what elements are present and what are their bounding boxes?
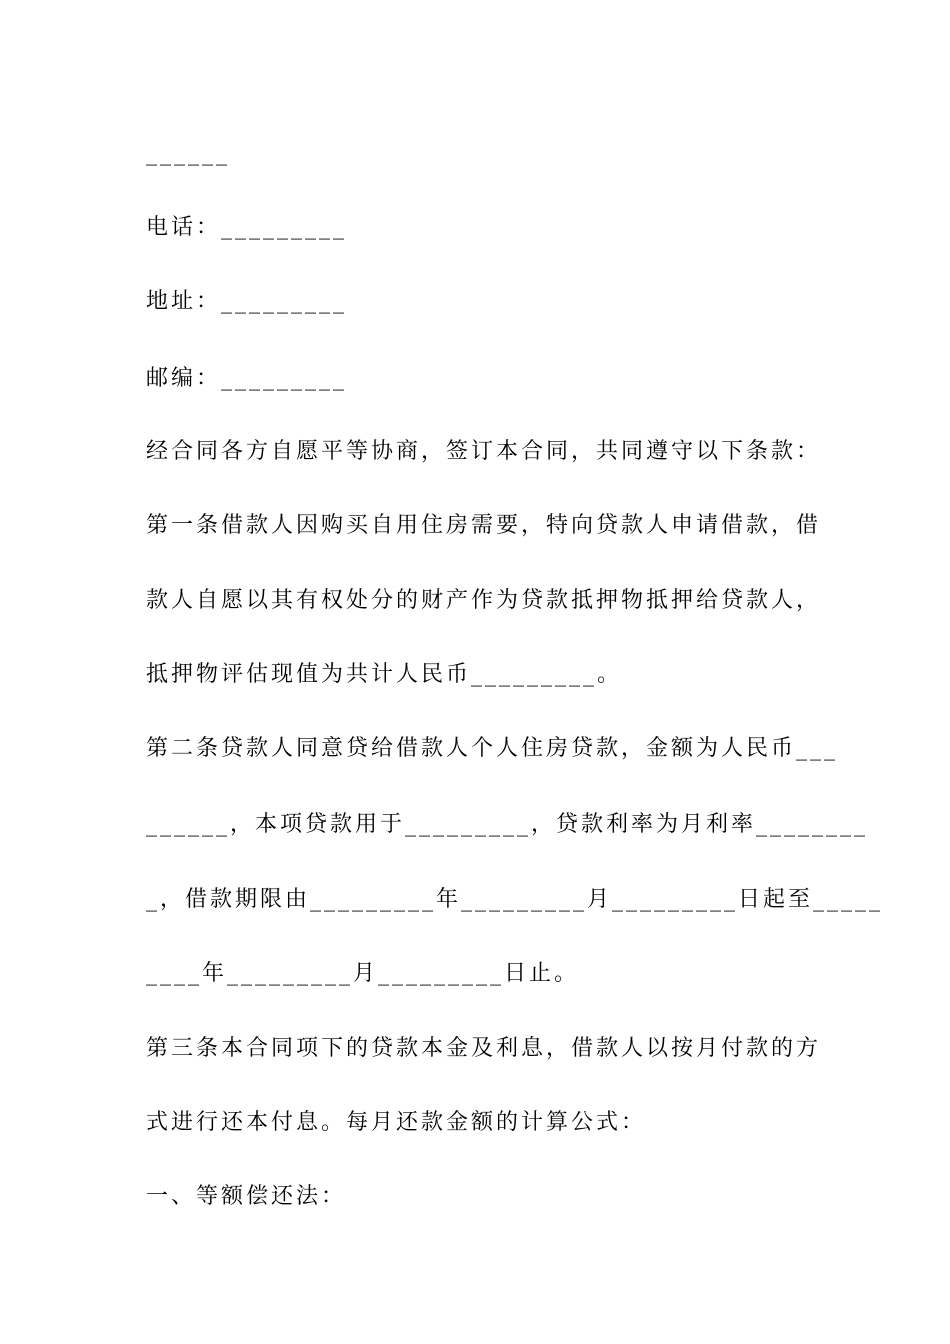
article-3-line-2: 式进行还本付息。每月还款金额的计算公式：: [146, 1110, 647, 1135]
article-1-line-3: 抵押物评估现值为共计人民币_________。: [146, 662, 623, 687]
postcode-field-line: 邮编：_________: [146, 366, 348, 391]
article-2-line-1: 第二条贷款人同意贷给借款人个人住房贷款，金额为人民币___: [146, 736, 839, 761]
article-2-line-4: ____年_________月_________日止。: [146, 961, 580, 986]
article-3-line-1: 第三条本合同项下的贷款本金及利息，借款人以按月付款的方: [146, 1036, 822, 1061]
phone-field-line: 电话：_________: [146, 215, 348, 240]
article-1-line-1: 第一条借款人因购买自用住房需要，特向贷款人申请借款，借: [146, 513, 822, 538]
article-2-line-3: _，借款期限由_________年_________月_________日起至_____: [146, 887, 884, 912]
article-1-line-2: 款人自愿以其有权处分的财产作为贷款抵押物抵押给贷款人，: [146, 588, 822, 613]
repayment-method-heading: 一、等额偿还法：: [146, 1184, 347, 1209]
article-2-line-2: ______，本项贷款用于_________，贷款利率为月利率________: [146, 812, 869, 837]
blank-field-line: ______: [146, 141, 230, 166]
address-field-line: 地址：_________: [146, 289, 348, 314]
preamble-text: 经合同各方自愿平等协商，签订本合同，共同遵守以下条款：: [146, 439, 822, 464]
